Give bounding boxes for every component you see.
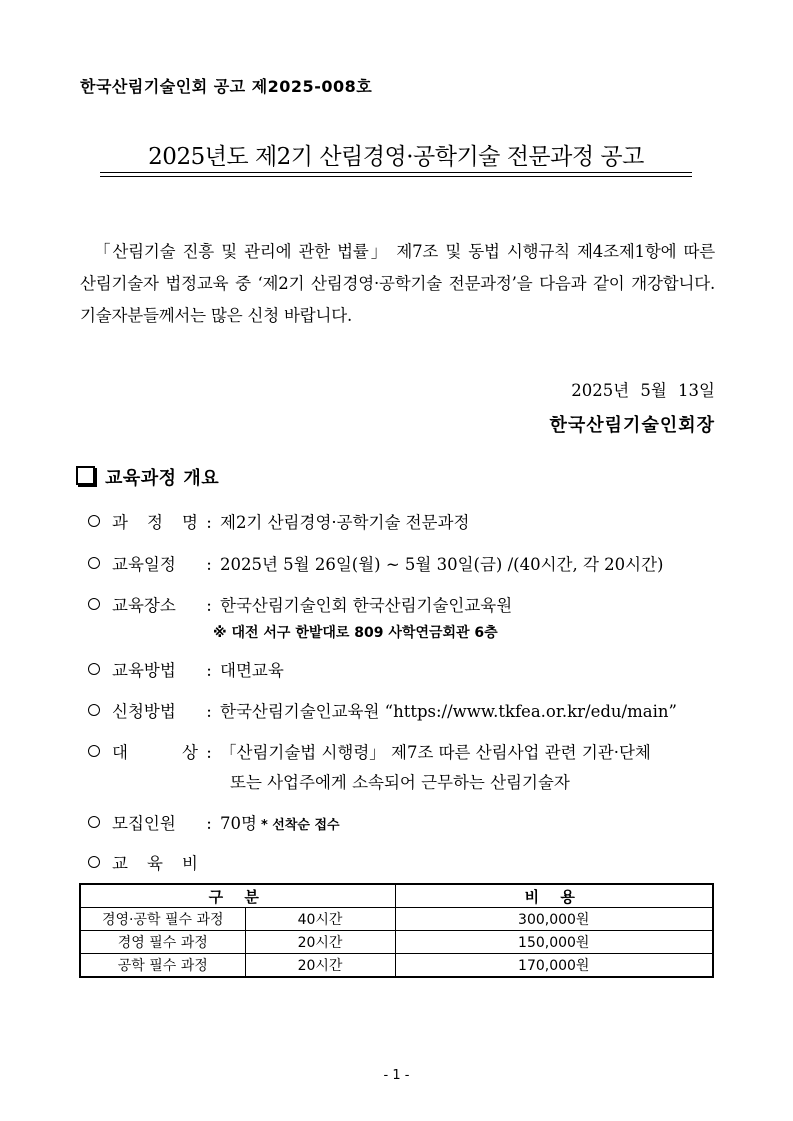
item-value: 2025년 5월 26일(월) ~ 5월 30일(금) /(40시간, 각 20시간) <box>220 555 664 574</box>
cost-cell: 170,000원 <box>395 954 713 978</box>
item-value: 「산림기술법 시행령」 제7조 따른 산림사업 관련 기관·단체 <box>220 743 651 762</box>
course-cell: 경영 필수 과정 <box>80 931 245 954</box>
table-row <box>80 908 713 931</box>
item-label: 교육방법 <box>112 661 176 680</box>
item-label: 교육장소 <box>112 596 176 615</box>
item-method <box>88 657 284 681</box>
section-heading <box>76 464 219 490</box>
checkbox-square-icon <box>76 466 95 485</box>
item-value: 한국산림기술인교육원 “https://www.tkfea.or.kr/edu/main” <box>220 702 677 721</box>
cost-cell: 150,000원 <box>395 931 713 954</box>
fee-table <box>79 883 714 978</box>
table-header-cost: 비 용 <box>395 884 713 908</box>
item-location <box>88 592 512 616</box>
item-value: 한국산림기술인회 한국산림기술인교육원 <box>220 596 513 615</box>
issuer-name: 한국산림기술인회장 <box>549 415 715 436</box>
hours-cell: 40시간 <box>245 908 395 931</box>
circle-bullet-icon <box>88 704 100 716</box>
item-colon: : <box>206 555 212 574</box>
circle-bullet-icon <box>88 557 100 569</box>
page-number: - 1 - <box>383 1068 410 1083</box>
section-heading-text: 교육과정 개요 <box>105 468 220 489</box>
item-colon: : <box>206 596 212 615</box>
item-label: 교 육 비 <box>112 854 198 873</box>
cost-cell: 300,000원 <box>395 908 713 931</box>
circle-bullet-icon <box>88 856 100 868</box>
circle-bullet-icon <box>88 816 100 828</box>
circle-bullet-icon <box>88 598 100 610</box>
table-row <box>80 931 713 954</box>
circle-bullet-icon <box>88 515 100 527</box>
table-row <box>80 954 713 978</box>
item-schedule <box>88 551 663 575</box>
item-fee <box>88 850 198 874</box>
table-header-category: 구 분 <box>80 884 395 908</box>
notice-date: 2025년 5월 13일 <box>571 381 715 400</box>
first-come-note: * 선착순 접수 <box>260 818 340 833</box>
item-colon: : <box>206 814 212 833</box>
hours-cell: 20시간 <box>245 954 395 978</box>
item-label: 신청방법 <box>112 702 176 721</box>
intro-paragraph: 「산림기술 진흥 및 관리에 관한 법률」 제7조 및 동법 시행규칙 제4조제1항에 따른 산림기술자 법정교육 중 ‘제2기 산림경영·공학기술 전문과정’을 다음과 같이 개강합니다. 기술자분들께서는 많은 신청 바랍니다. <box>80 242 715 325</box>
notice-number: 한국산림기술인회 공고 제2025-008호 <box>80 77 373 96</box>
circle-bullet-icon <box>88 745 100 757</box>
item-colon: : <box>206 513 212 532</box>
item-value: 대면교육 <box>220 661 284 680</box>
address-note: ※ 대전 서구 한밭대로 809 사학연금회관 6층 <box>213 625 498 641</box>
item-colon: : <box>206 661 212 680</box>
item-course-name <box>88 509 469 533</box>
document-title: 2025년도 제2기 산림경영·공학기술 전문과정 공고 <box>148 144 644 170</box>
hours-cell: 20시간 <box>245 931 395 954</box>
item-value: 70명 <box>220 814 257 833</box>
item-label: 과 정 명 <box>112 513 198 532</box>
item-colon: : <box>206 743 212 762</box>
item-capacity <box>88 810 340 834</box>
course-cell: 경영·공학 필수 과정 <box>80 908 245 931</box>
item-label: 교육일정 <box>112 555 176 574</box>
item-colon: : <box>206 702 212 721</box>
table-header-row <box>80 884 713 908</box>
item-label: 대 상 <box>112 743 198 762</box>
course-cell: 공학 필수 과정 <box>80 954 245 978</box>
item-application <box>88 698 677 722</box>
item-target <box>88 739 651 763</box>
circle-bullet-icon <box>88 663 100 675</box>
item-value: 제2기 산림경영·공학기술 전문과정 <box>220 513 470 532</box>
item-label: 모집인원 <box>112 814 176 833</box>
item-target-continued: 또는 사업주에게 소속되어 근무하는 산림기술자 <box>230 773 570 792</box>
title-double-underline <box>100 172 692 177</box>
